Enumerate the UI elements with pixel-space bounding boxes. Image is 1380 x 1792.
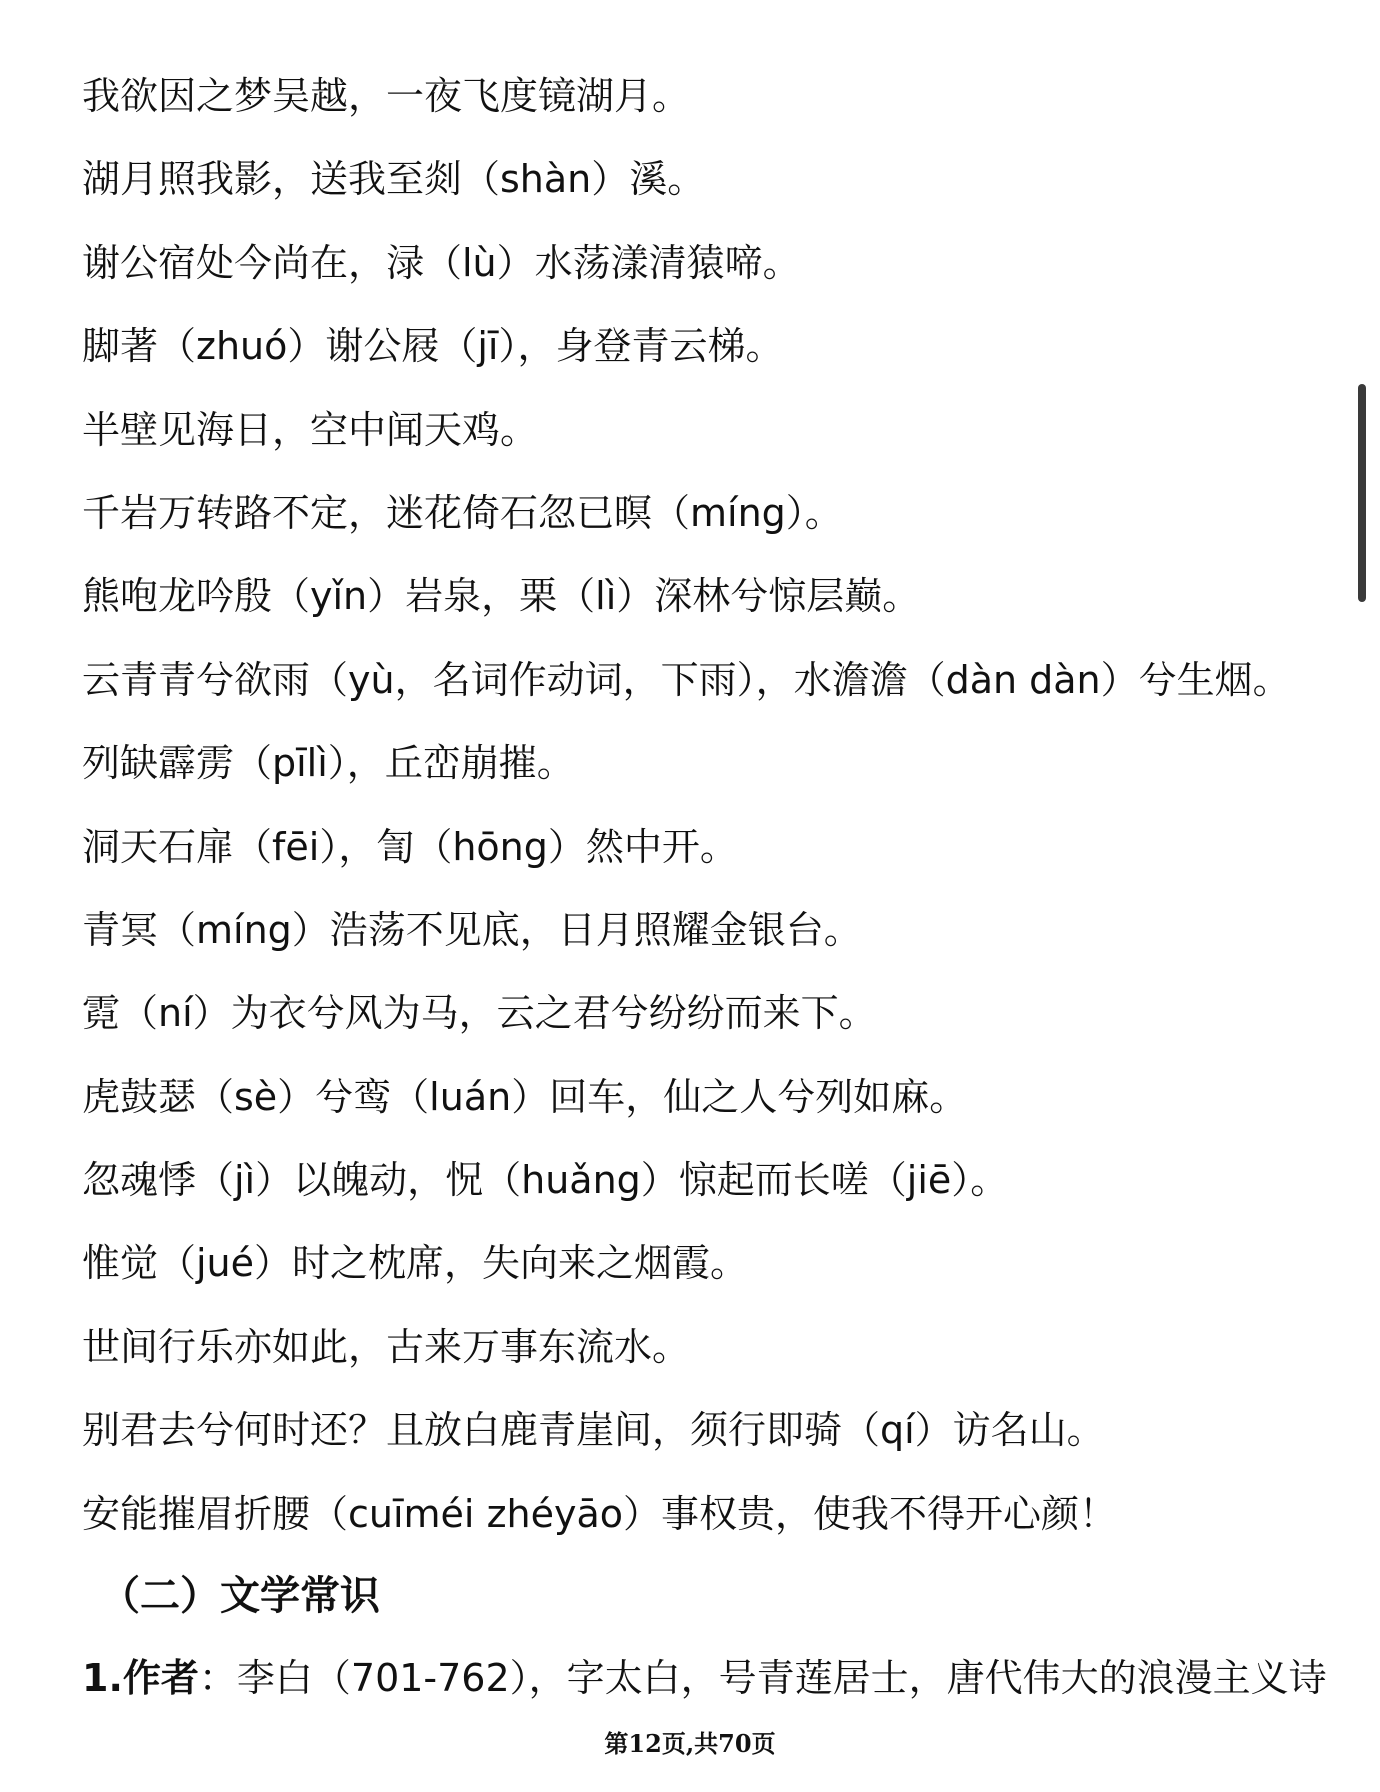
- scrollbar-thumb[interactable]: [1358, 384, 1366, 602]
- poem-line: 世间行乐亦如此，古来万事东流水。: [82, 1324, 691, 1369]
- poem-line: 熊咆龙吟殷（yǐn）岩泉，栗（lì）深林兮惊层巅。: [82, 574, 921, 619]
- poem-line: 我欲因之梦吴越，一夜飞度镜湖月。: [82, 74, 691, 118]
- poem-line: 霓（ní）为衣兮风为马，云之君兮纷纷而来下。: [82, 991, 877, 1036]
- poem-line: 安能摧眉折腰（cuīméi zhéyāo）事权贵，使我不得开心颜！: [82, 1491, 1118, 1536]
- poem-line: 青冥（míng）浩荡不见底，日月照耀金银台。: [82, 907, 862, 952]
- poem-text: [82, 58, 1342, 1559]
- poem-line: 洞天石扉（fēi），訇（hōng）然中开。: [82, 824, 738, 869]
- author-label: 1.作者: [82, 1656, 199, 1700]
- poem-line: 千岩万转路不定，迷花倚石忽已暝（míng）。: [82, 490, 843, 535]
- poem-line: 列缺霹雳（pīlì），丘峦崩摧。: [82, 741, 575, 786]
- poem-line: 虎鼓瑟（sè）兮鸾（luán）回车，仙之人兮列如麻。: [82, 1074, 968, 1119]
- poem-line: 忽魂悸（jì）以魄动，怳（huǎng）惊起而长嗟（jiē）。: [82, 1158, 1009, 1203]
- poem-line: 脚著（zhuó）谢公屐（jī），身登青云梯。: [82, 324, 784, 369]
- author-paragraph: [82, 1640, 1327, 1716]
- poem-line: 云青青兮欲雨（yù，名词作动词，下雨），水澹澹（dàn dàn）兮生烟。: [82, 657, 1291, 702]
- page-number: 第12页,共70页: [604, 1729, 776, 1758]
- author-text: ：李白（701-762），字太白，号青莲居士，唐代伟大的浪漫主义诗: [198, 1656, 1327, 1700]
- poem-line: 惟觉（jué）时之枕席，失向来之烟霞。: [82, 1241, 749, 1286]
- poem-line: 湖月照我影，送我至剡（shàn）溪。: [82, 157, 706, 202]
- poem-line: 谢公宿处今尚在，渌（lù）水荡漾清猿啼。: [82, 240, 801, 285]
- poem-line: 别君去兮何时还？且放白鹿青崖间，须行即骑（qí）访名山。: [82, 1408, 1105, 1453]
- poem-line: 半壁见海日，空中闻天鸡。: [82, 407, 539, 452]
- section-heading: （二）文学常识: [100, 1573, 380, 1619]
